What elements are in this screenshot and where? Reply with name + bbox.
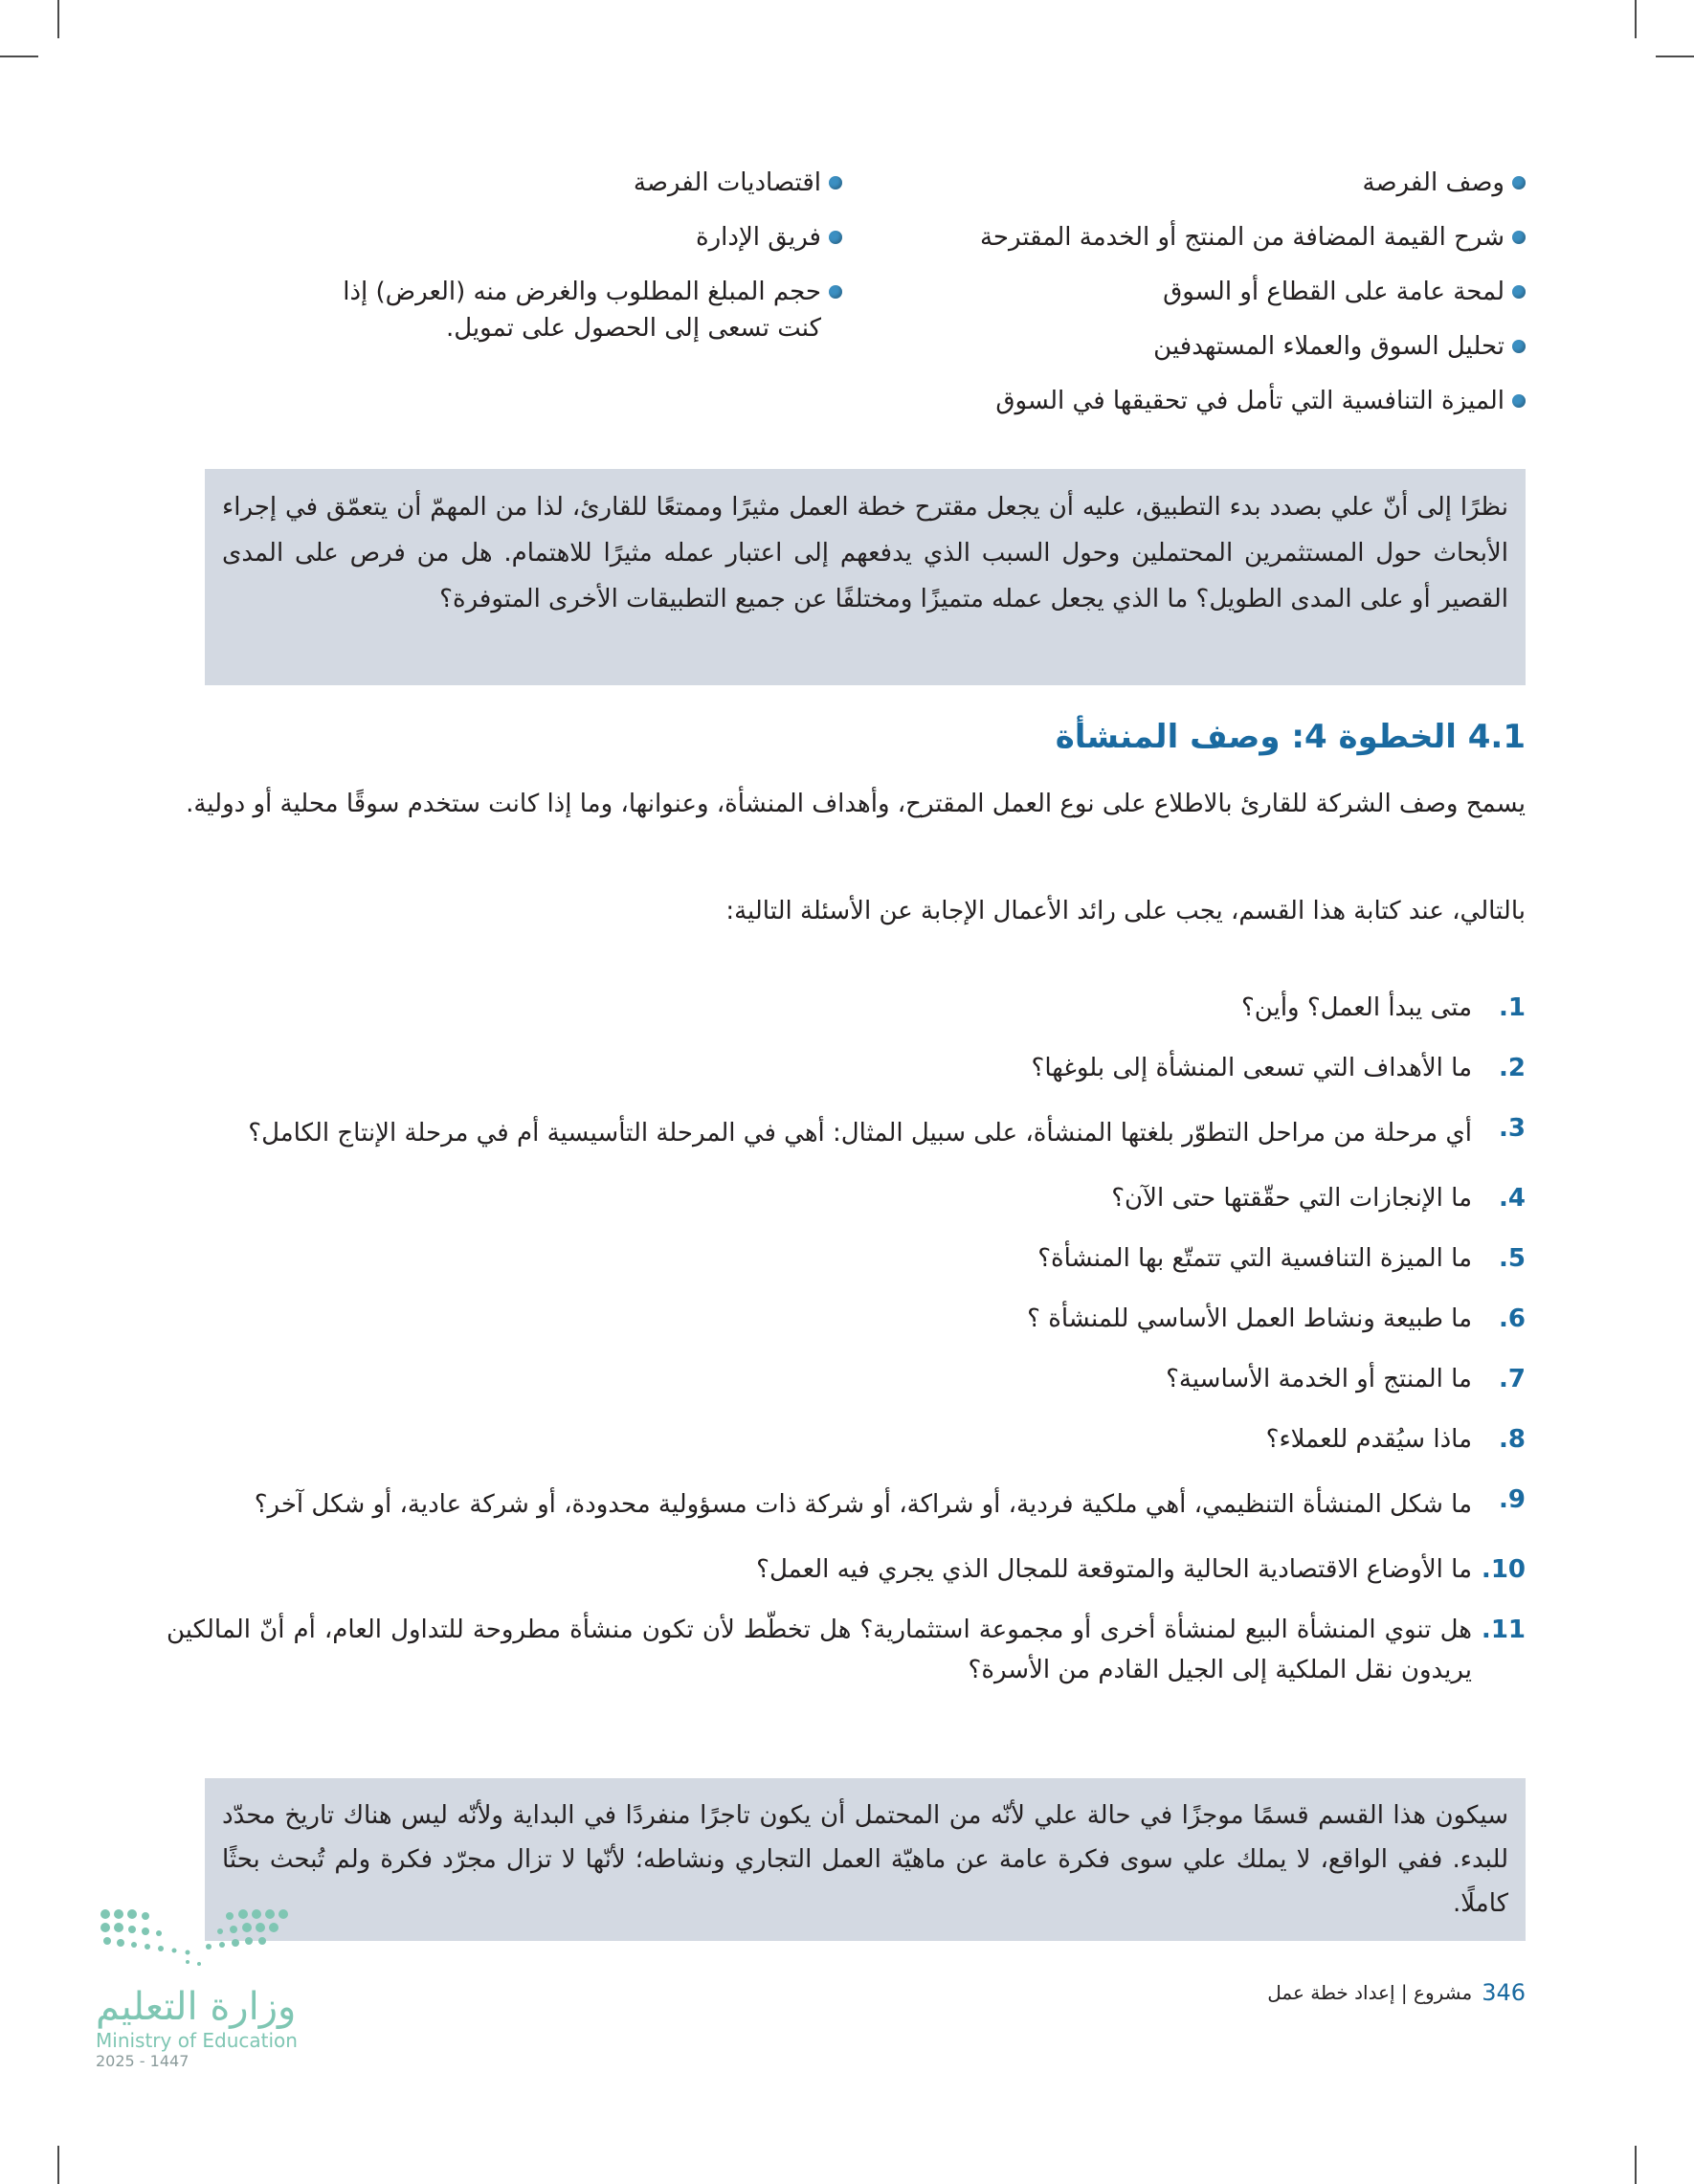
question-text: ما الأهداف التي تسعى المنشأة إلى بلوغها؟ xyxy=(1031,1054,1472,1082)
question-item xyxy=(167,1610,1526,1690)
bullet-text: اقتصاديات الفرصة xyxy=(633,168,821,197)
bullet-item xyxy=(306,274,842,346)
question-item xyxy=(167,1238,1526,1279)
bullet-item xyxy=(856,328,1526,365)
bullet-icon xyxy=(829,176,842,189)
question-item xyxy=(167,1359,1526,1399)
bullet-item xyxy=(856,165,1526,201)
question-item xyxy=(167,1419,1526,1460)
crop-mark xyxy=(57,2146,59,2184)
logo-arabic-name: وزارة التعليم xyxy=(96,1985,297,2029)
question-item xyxy=(167,1048,1526,1088)
page-number: 346 xyxy=(1482,1979,1526,2006)
question-text: ما طبيعة ونشاط العمل الأساسي للمنشأة ؟ xyxy=(1027,1304,1472,1333)
bullet-icon xyxy=(829,231,842,244)
logo-dots-icon xyxy=(96,1905,306,1981)
bullet-text: لمحة عامة على القطاع أو السوق xyxy=(1163,278,1505,306)
crop-mark xyxy=(57,0,59,38)
questions-list xyxy=(167,988,1526,1690)
question-number: 8. xyxy=(1499,1425,1526,1454)
note-box-investors xyxy=(205,469,1526,685)
question-text: ماذا سيُقدم للعملاء؟ xyxy=(1265,1425,1472,1454)
bullet-icon xyxy=(829,285,842,299)
logo-english-name: Ministry of Education xyxy=(96,2029,298,2052)
question-text: متى يبدأ العمل؟ وأين؟ xyxy=(1240,993,1472,1022)
question-number: 7. xyxy=(1499,1365,1526,1393)
question-number: 4. xyxy=(1499,1184,1526,1213)
bullet-item xyxy=(191,165,842,201)
question-item xyxy=(167,1549,1526,1590)
question-text: هل تنوي المنشأة البيع لمنشأة أخرى أو مجموعة استثمارية؟ هل تخطّط لأن تكون منشأة مطروحة للتداول العام، أم أنّ المالكين يريدون نقل الملكية إلى الجيل القادم من الأسرة؟ xyxy=(167,1616,1472,1684)
bullet-text: فريق الإدارة xyxy=(696,223,821,252)
bullet-icon xyxy=(1512,285,1526,299)
crop-mark xyxy=(1635,2146,1637,2184)
question-item xyxy=(167,988,1526,1028)
question-number: 1. xyxy=(1499,993,1526,1022)
note-box-summary xyxy=(205,1778,1526,1941)
question-number: 3. xyxy=(1499,1114,1526,1143)
bullet-item xyxy=(856,274,1526,310)
crop-mark xyxy=(1656,56,1694,57)
crop-mark xyxy=(1635,0,1637,38)
question-text: ما المنتج أو الخدمة الأساسية؟ xyxy=(1166,1365,1472,1393)
bullet-icon xyxy=(1512,231,1526,244)
bullet-item xyxy=(856,219,1526,256)
question-text: ما شكل المنشأة التنظيمي، أهي ملكية فردية، أو شراكة، أو شركة ذات مسؤولية محدودة، أو شركة عادية، أو شكل آخر؟ xyxy=(254,1490,1472,1519)
question-number: 9. xyxy=(1499,1485,1526,1514)
bullet-text: تحليل السوق والعملاء المستهدفين xyxy=(1153,332,1505,361)
note-text: سيكون هذا القسم قسمًا موجزًا في حالة علي لأنّه من المحتمل أن يكون تاجرًا منفردًا في البداية ولأنّه ليس هناك تاريخ محدّد للبدء. ففي الواقع، لا يملك علي سوى فكرة عامة عن ماهيّة العمل التجاري ونشاطه؛ لأنّها لا تزال مجرّد فكرة ولم تُبحث بحثًا كاملًا. xyxy=(222,1801,1508,1918)
question-text: أي مرحلة من مراحل التطوّر بلغتها المنشأة، على سبيل المثال: أهي في المرحلة التأسيسية أم في مرحلة الإنتاج الكامل؟ xyxy=(248,1119,1472,1148)
bullet-item xyxy=(856,383,1526,419)
page-footer xyxy=(1267,1979,1526,2006)
question-text: ما الميزة التنافسية التي تتمتّع بها المنشأة؟ xyxy=(1037,1244,1472,1273)
bullet-text: الميزة التنافسية التي تأمل في تحقيقها في السوق xyxy=(995,387,1505,415)
bullet-icon xyxy=(1512,176,1526,189)
question-number: 5. xyxy=(1499,1244,1526,1273)
question-item xyxy=(167,1299,1526,1339)
ministry-logo xyxy=(96,1905,306,2096)
question-text: ما الأوضاع الاقتصادية الحالية والمتوقعة للمجال الذي يجري فيه العمل؟ xyxy=(756,1555,1472,1584)
note-text: نظرًا إلى أنّ علي بصدد بدء التطبيق، عليه أن يجعل مقترح خطة العمل مثيرًا وممتعًا للقارئ، لذا من المهمّ أن يتعمّق في إجراء الأبحاث حول المستثمرين المحتملين وحول السبب الذي يدفعهم إلى اعتبار عمله مثيرًا للاهتمام. هل من فرص على المدى القصير أو على المدى الطويل؟ ما الذي يجعل عمله متميزًا ومختلفًا عن جميع التطبيقات الأخرى المتوفرة؟ xyxy=(222,493,1508,613)
bullet-list-right xyxy=(856,165,1526,437)
footer-label: مشروع | إعداد خطة عمل xyxy=(1267,1981,1473,2004)
intro-paragraph: بالتالي، عند كتابة هذا القسم، يجب على رائد الأعمال الإجابة عن الأسئلة التالية: xyxy=(725,897,1526,925)
bullet-icon xyxy=(1512,394,1526,408)
bullet-text: وصف الفرصة xyxy=(1362,168,1505,197)
question-number: 2. xyxy=(1499,1054,1526,1082)
question-item xyxy=(167,1178,1526,1218)
question-item xyxy=(167,1480,1526,1529)
bullet-item xyxy=(191,219,842,256)
question-item xyxy=(167,1108,1526,1158)
logo-year: 2025 - 1447 xyxy=(96,2052,189,2070)
question-text: ما الإنجازات التي حقّقتها حتى الآن؟ xyxy=(1111,1184,1472,1213)
question-number: 6. xyxy=(1499,1304,1526,1333)
bullet-text: شرح القيمة المضافة من المنتج أو الخدمة المقترحة xyxy=(979,223,1505,252)
crop-mark xyxy=(0,56,38,57)
bullet-text: حجم المبلغ المطلوب والغرض منه (العرض) إذا كنت تسعى إلى الحصول على تمويل. xyxy=(343,278,821,343)
question-number: 11. xyxy=(1481,1616,1526,1644)
question-number: 10. xyxy=(1481,1555,1526,1584)
bullet-list-left xyxy=(191,165,842,365)
section-heading: 4.1 الخطوة 4: وصف المنشأة xyxy=(1055,718,1526,756)
bullet-icon xyxy=(1512,340,1526,353)
intro-paragraph: يسمح وصف الشركة للقارئ بالاطلاع على نوع العمل المقترح، وأهداف المنشأة، وعنوانها، وما إذا كانت ستخدم سوقًا محلية أو دولية. xyxy=(186,790,1526,818)
